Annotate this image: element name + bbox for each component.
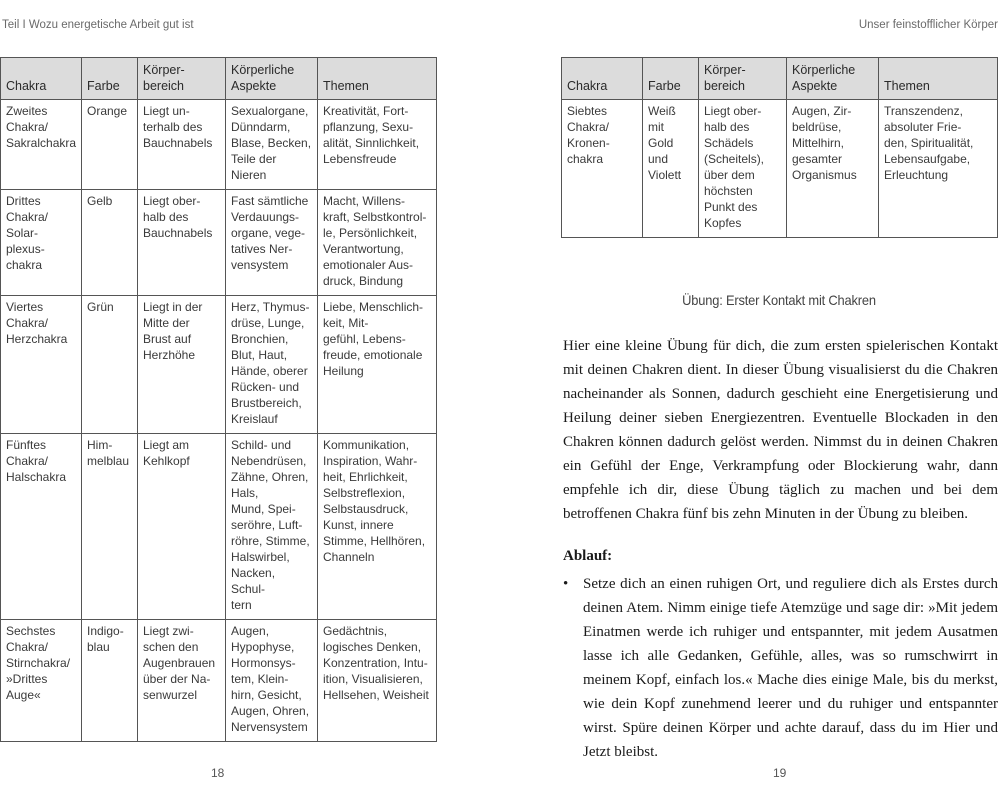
header-chakra: Chakra [562, 58, 643, 100]
cell-themen: Kreativität, Fort- pflanzung, Sexu- alität, Sinnlichkeit, Lebensfreude [318, 100, 437, 190]
cell-koerperbereich: Liegt un- terhalb des Bauchnabels [138, 100, 226, 190]
cell-aspekte: Herz, Thymus- drüse, Lunge, Bronchien, Blut, Haut, Hände, oberer Rücken- und Brustbereich, Kreislauf [226, 296, 318, 434]
table-row [1, 190, 437, 296]
cell-themen: Transzendenz, absoluter Frie- den, Spiritualität, Lebensaufgabe, Erleuchtung [879, 100, 998, 238]
page-number-left: 18 [211, 766, 225, 780]
cell-chakra: Drittes Chakra/ Solar- plexus- chakra [1, 190, 82, 296]
cell-aspekte: Schild- und Nebendrüsen, Zähne, Ohren, Hals, Mund, Spei- seröhre, Luft- röhre, Stimme, Halswirbel, Nacken, Schul- tern [226, 434, 318, 620]
header-chakra: Chakra [1, 58, 82, 100]
cell-aspekte: Fast sämtliche Verdauungs- organe, vege- tatives Ner- vensystem [226, 190, 318, 296]
table-header-row [1, 58, 437, 100]
header-themen: Themen [318, 58, 437, 100]
header-farbe: Farbe [82, 58, 138, 100]
cell-chakra: Sechstes Chakra/ Stirnchakra/ »Drittes Auge« [1, 620, 82, 742]
cell-themen: Macht, Willens- kraft, Selbstkontrol- le, Persönlichkeit, Verantwortung, emotionaler Aus- druck, Bindung [318, 190, 437, 296]
table-header-row [562, 58, 998, 100]
cell-farbe: Orange [82, 100, 138, 190]
intro-paragraph: Hier eine kleine Übung für dich, die zum ersten spielerischen Kontakt mit deinen Chakren dient. In dieser Übung visualisierst du die Chakren nacheinander als Sonnen, dadurch geschieht eine Energetisierung und Heilung deiner sieben Energiezentren. Eventuelle Blockaden in den Chakren können dadurch gelöst werden. Nimmst du in deinen Chakren ein Gefühl der Enge, Verkrampfung oder Blockierung wahr, dann empfehle ich dir, diese Übung täglich zu machen und bei dem betroffenen Chakra fünf bis zehn Minuten in der Übung zu bleiben. [563, 338, 998, 522]
header-koerperbereich: Körper- bereich [138, 58, 226, 100]
cell-koerperbereich: Liegt zwi- schen den Augenbrauen über der Na- senwurzel [138, 620, 226, 742]
header-koerperbereich: Körper- bereich [699, 58, 787, 100]
cell-farbe: Him- melblau [82, 434, 138, 620]
chakra-table-left [0, 57, 437, 742]
cell-chakra: Viertes Chakra/ Herzchakra [1, 296, 82, 434]
cell-chakra: Fünftes Chakra/ Halschakra [1, 434, 82, 620]
header-farbe: Farbe [643, 58, 699, 100]
cell-aspekte: Augen, Hypophyse, Hormonsys- tem, Klein- hirn, Gesicht, Augen, Ohren, Nervensystem [226, 620, 318, 742]
cell-koerperbereich: Liegt ober- halb des Schädels (Scheitels), über dem höchsten Punkt des Kopfes [699, 100, 787, 238]
section-label: Ablauf: [563, 548, 613, 564]
page-number-right: 19 [773, 766, 787, 780]
cell-koerperbereich: Liegt in der Mitte der Brust auf Herzhöhe [138, 296, 226, 434]
chakra-table-right [561, 57, 998, 238]
cell-farbe: Gelb [82, 190, 138, 296]
running-head-left: Teil I Wozu energetische Arbeit gut ist [2, 19, 194, 31]
table-row [1, 620, 437, 742]
list-item [563, 572, 998, 764]
header-koerperliche-aspekte: Körperliche Aspekte [787, 58, 879, 100]
procedure-list [563, 572, 998, 764]
table-row [1, 296, 437, 434]
header-themen: Themen [879, 58, 998, 100]
table-row [562, 100, 998, 238]
cell-chakra: Zweites Chakra/ Sakralchakra [1, 100, 82, 190]
cell-themen: Liebe, Menschlich- keit, Mit- gefühl, Lebens- freude, emotionale Heilung [318, 296, 437, 434]
bullet-icon: • [563, 576, 569, 592]
cell-chakra: Siebtes Chakra/ Kronen- chakra [562, 100, 643, 238]
cell-koerperbereich: Liegt am Kehlkopf [138, 434, 226, 620]
cell-themen: Kommunikation, Inspiration, Wahr- heit, Ehrlichkeit, Selbstreflexion, Selbstausdruck, Kunst, innere Stimme, Hellhören, Channeln [318, 434, 437, 620]
cell-themen: Gedächtnis, logisches Denken, Konzentration, Intu- ition, Visualisieren, Hellsehen, Weisheit [318, 620, 437, 742]
exercise-title: Übung: Erster Kontakt mit Chakren [682, 292, 876, 308]
cell-aspekte: Augen, Zir- beldrüse, Mittelhirn, gesamter Organismus [787, 100, 879, 238]
table-row [1, 100, 437, 190]
running-head-right: Unser feinstofflicher Körper [858, 19, 998, 31]
table-row [1, 434, 437, 620]
cell-aspekte: Sexualorgane, Dünndarm, Blase, Becken, Teile der Nieren [226, 100, 318, 190]
cell-farbe: Indigo- blau [82, 620, 138, 742]
cell-farbe: Weiß mit Gold und Violett [643, 100, 699, 238]
header-koerperliche-aspekte: Körperliche Aspekte [226, 58, 318, 100]
cell-farbe: Grün [82, 296, 138, 434]
cell-koerperbereich: Liegt ober- halb des Bauchnabels [138, 190, 226, 296]
list-item-text: Setze dich an einen ruhigen Ort, und reguliere dich als Erstes durch deinen Atem. Nimm einige tiefe Atemzüge und sage dir: »Mit jedem Einatmen werde ich ruhiger und entspannter, mit jedem Ausatmen lasse ich alle Gedanken, Gefühle, alles, was so rumschwirrt in meinem Kopf, einfach los.« Mache dies einige Male, bis du merkst, wie dein Kopf zunehmend leerer und du ruhiger und entspannter wirst. Spüre deinen Körper und achte darauf, dass du im Hier und Jetzt bleibst. [583, 576, 998, 760]
